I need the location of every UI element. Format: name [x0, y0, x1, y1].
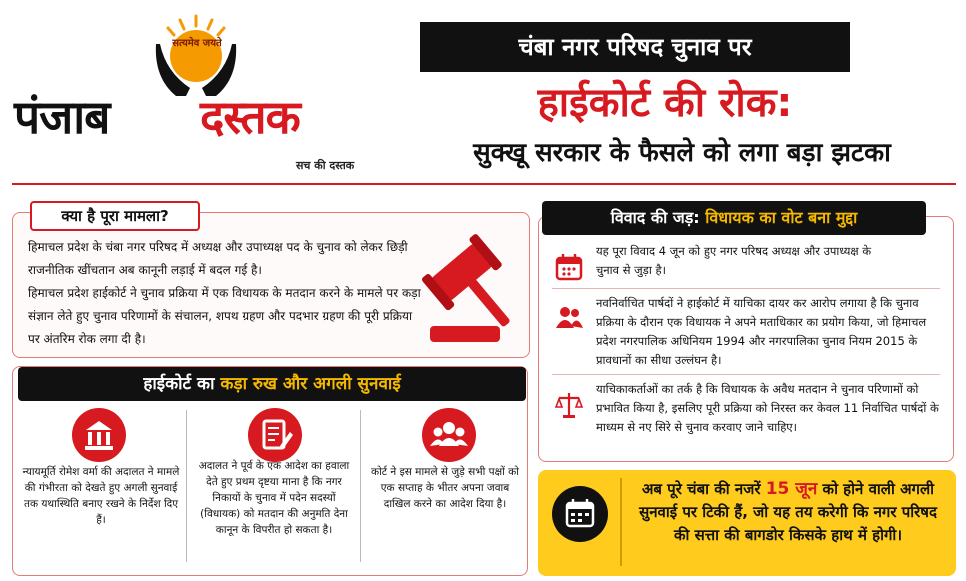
brand-tagline: सच की दस्तक	[296, 159, 355, 172]
motto-text: सत्यमेव जयते	[172, 38, 222, 49]
scales-icon	[554, 390, 584, 420]
hands-sun-icon	[150, 14, 242, 98]
headline-line-1: चंबा नगर परिषद चुनाव पर	[420, 22, 850, 72]
brand-name-left: पंजाब	[14, 90, 110, 144]
gavel-icon	[420, 228, 524, 348]
users-icon	[554, 302, 584, 332]
matter-paragraph-1: हिमाचल प्रदेश के चंबा नगर परिषद में अध्यक्ष और उपाध्यक्ष पद के चुनाव को लेकर छिड़ी राजनीतिक खींचतान अब कानूनी लड़ाई में बदल गई है।	[28, 240, 408, 277]
hc-title-main: हाईकोर्ट का	[143, 374, 221, 394]
next-hearing-text	[630, 478, 946, 547]
dispute-title-main: विवाद की जड़:	[610, 208, 706, 227]
dispute-title-accent: विधायक का वोट बना मुद्दा	[705, 208, 858, 227]
hc-column-3-text: कोर्ट ने इस मामले से जुड़े सभी पक्षों को एक सप्ताह के भीतर अपना जवाब दाखिल करने का आदेश दिया है।	[371, 466, 519, 510]
divider	[552, 374, 940, 375]
next-hearing-pre: अब पूरे चंबा की नजरें	[641, 480, 766, 498]
people-group-icon	[422, 408, 476, 462]
dispute-item-2: नवनिर्वाचित पार्षदों ने हाईकोर्ट में याचिका दायर कर आरोप लगाया है कि चुनाव प्रक्रिया के दौरान एक विधायक ने अपने मताधिकार का प्रयोग किया, जो हिमाचल प्रदेश नगरपालिक अधिनियम 1994 और नगरपालिका चुनाव नियम 2015 के प्रावधानों का सीधा उल्लंघन है।	[596, 296, 927, 367]
column-divider	[360, 410, 361, 562]
next-hearing-date: 15 जून	[765, 479, 818, 499]
dispute-item-1: यह पूरा विवाद 4 जून को हुए नगर परिषद अध्यक्ष और उपाध्यक्ष के चुनाव से जुड़ा है।	[596, 244, 872, 277]
document-pen-icon	[248, 408, 302, 462]
headline-line-2: हाईकोर्ट की रोक:	[537, 80, 793, 126]
next-hearing-post: को होने वाली अगली सुनवाई पर टिकी हैं, जो यह तय करेगी कि नगर परिषद की सत्ता की बागडोर किसके हाथ में होगी।	[639, 480, 937, 544]
hc-title-accent: कड़ा रुख और अगली सुनवाई	[220, 374, 401, 394]
hc-column-2-text: अदालत ने पूर्व के एक आदेश का हवाला देते हुए प्रथम दृष्टया माना है कि नगर निकायों के चुनाव में पदेन सदस्यों (विधायक) को मतदान की अनुमति देना कानून के विपरीत हो सकता है।	[198, 460, 350, 536]
matter-panel-title: क्या है पूरा मामला?	[30, 201, 200, 231]
divider	[620, 478, 622, 566]
headline-line-3: सुक्खू सरकार के फैसले को लगा बड़ा झटका	[473, 138, 891, 168]
hc-column-1-text: न्यायमूर्ति रोमेश वर्मा की अदालत ने मामले की गंभीरता को देखते हुए अगली सुनवाई तक यथास्थिति बनाए रखने के निर्देश दिए हैं।	[22, 466, 180, 526]
dispute-item-3: याचिकाकर्ताओं का तर्क है कि विधायक के अवैध मतदान ने चुनाव परिणामों को प्रभावित किया है, इसलिए पूरी प्रक्रिया को निरस्त कर केवल 11 निर्वाचित पार्षदों के माध्यम से नए सिरे से चुनाव करवाए जाने चाहिए।	[596, 382, 939, 434]
hc-panel-title	[18, 367, 526, 401]
column-divider	[186, 410, 187, 562]
header-divider	[12, 183, 956, 185]
matter-paragraph-2: हिमाचल प्रदेश हाईकोर्ट ने चुनाव प्रक्रिया में एक विधायक के मतदान करने के मामले पर कड़ा संज्ञान लेते हुए चुनाव परिणामों के संचालन, शपथ ग्रहण और पदभार ग्रहण की पूरी प्रक्रिया पर अंतरिम रोक लगा दी है।	[28, 286, 421, 346]
court-building-icon	[72, 408, 126, 462]
divider	[552, 288, 940, 289]
dispute-panel-title	[542, 201, 926, 235]
brand-name-right: दस्तक	[200, 90, 300, 144]
calendar-icon	[554, 252, 584, 282]
calendar-large-icon	[552, 486, 608, 542]
